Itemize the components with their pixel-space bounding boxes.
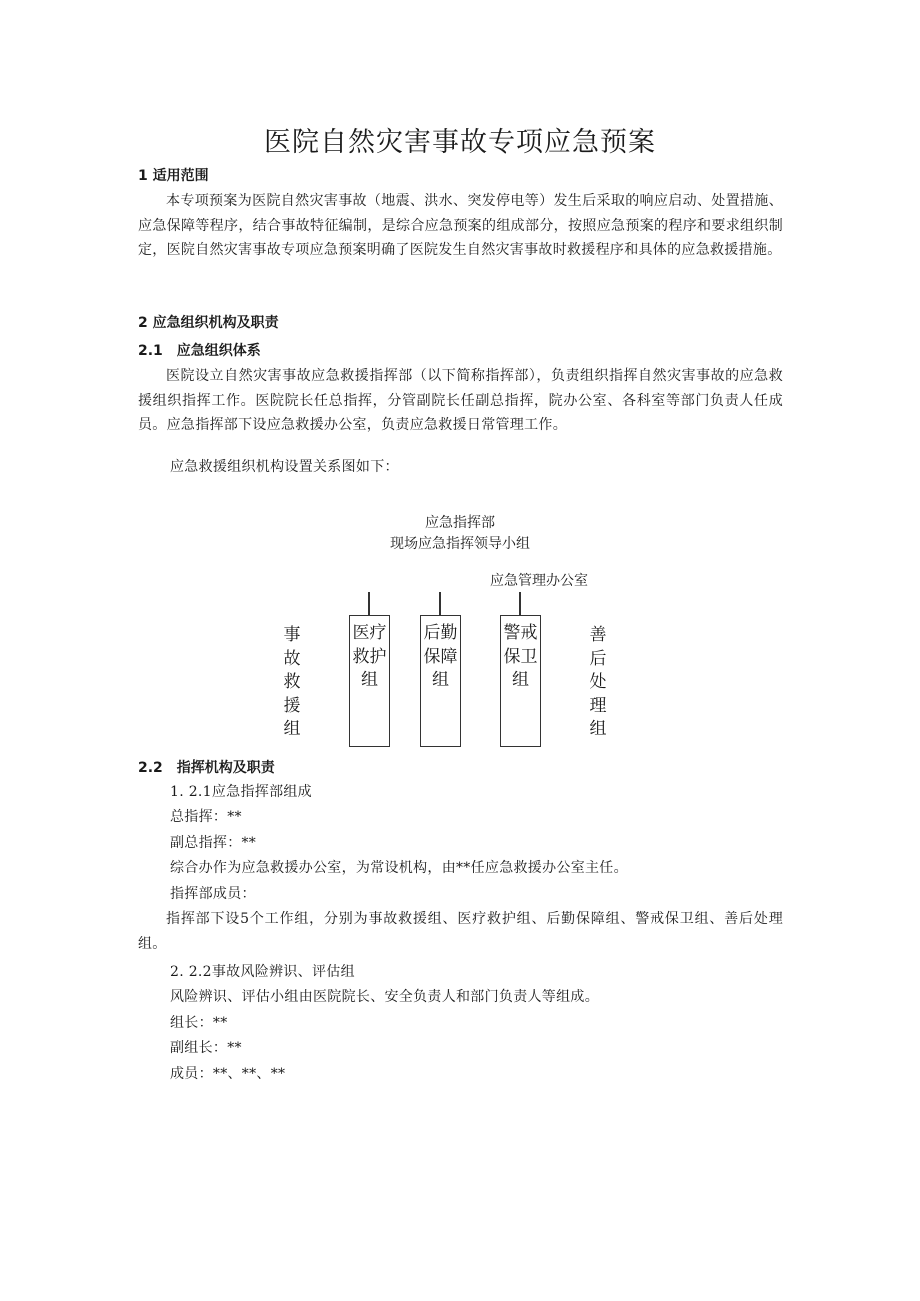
list-item: 组长：** [170, 1015, 228, 1031]
document-title: 医院自然灾害事故专项应急预案 [264, 127, 656, 158]
list-item: 成员：**、**、** [170, 1066, 286, 1082]
section-1-heading: 1 适用范围 [138, 168, 209, 184]
org-box-security: 警戒保卫组 [500, 615, 541, 747]
section-1-paragraph: 本专项预案为医院自然灾害事故（地震、洪水、突发停电等）发生后采取的响应启动、处置措施、应急保障等程序，结合事故特征编制，是综合应急预案的组成部分，按照应急预案的程序和要求组织制定，医院自然灾害事故专项应急预案明确了医院发生自然灾害事故时救援程序和具体的应急救援措施。 [138, 193, 783, 259]
connector-line [368, 592, 370, 615]
section-2-2-heading: 2.2 指挥机构及职责 [138, 760, 275, 776]
list-item: 指挥部成员： [170, 886, 256, 902]
office-label: 应急管理办公室 [490, 573, 588, 589]
section-2-1-paragraph: 医院设立自然灾害事故应急救援指挥部（以下简称指挥部），负责组织指挥自然灾害事故的应急救援组织指挥工作。医院院长任总指挥，分管副院长任副总指挥，院办公室、各科室等部门负责人任成员。应急指挥部下设应急救援办公室，负责应急救援日常管理工作。 [138, 368, 783, 434]
list-item: 风险辨识、评估小组由医院院长、安全负责人和部门负责人等组成。 [170, 989, 599, 1005]
org-top-label: 应急指挥部 [425, 515, 495, 531]
list-item: 副总指挥：** [170, 835, 257, 851]
list-item: 综合办作为应急救援办公室，为常设机构，由**任应急救援办公室主任。 [170, 860, 628, 876]
org-box-logistics: 后勤保障组 [420, 615, 461, 747]
connector-line [439, 592, 441, 615]
org-box-medical: 医疗救护组 [349, 615, 390, 747]
org-subtitle-label: 现场应急指挥领导小组 [390, 536, 530, 552]
org-group-accident-rescue: 事故救援组 [283, 625, 301, 739]
section-2-1-heading: 2.1 应急组织体系 [138, 343, 261, 359]
diagram-intro: 应急救援组织机构设置关系图如下： [170, 459, 399, 475]
list-item: 2. 2.2事故风险辨识、评估组 [170, 964, 355, 980]
list-item: 副组长：** [170, 1040, 242, 1056]
org-group-aftermath: 善后处理组 [589, 625, 607, 739]
list-item: 总指挥：** [170, 809, 242, 825]
section-2-heading: 2 应急组织机构及职责 [138, 315, 279, 331]
connector-line [519, 592, 521, 615]
list-item: 1. 2.1应急指挥部组成 [170, 784, 312, 800]
list-item: 指挥部下设5个工作组，分别为事故救援组、医疗救护组、后勤保障组、警戒保卫组、善后处理组。 [138, 911, 783, 952]
